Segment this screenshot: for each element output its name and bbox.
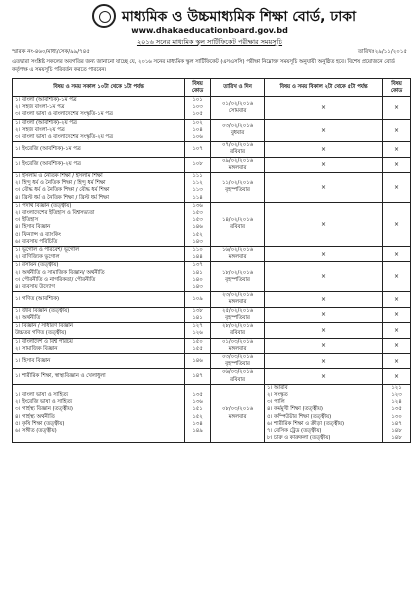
afternoon-subject-item: ৩। পালি xyxy=(267,399,285,406)
exam-date: ০৩/০৩/২০১৬ xyxy=(221,353,254,360)
subject-cell xyxy=(13,338,185,353)
subject-item: ২। বাংলাদেশের ইতিহাস ও বিশ্বসভ্যতা xyxy=(15,210,95,217)
afternoon-code-cell: × xyxy=(383,97,411,120)
code-item: ১৫০ xyxy=(192,338,203,345)
afternoon-cell: × xyxy=(265,353,383,368)
afternoon-subject-item: ২। সংস্কৃত xyxy=(267,391,288,398)
exam-date: ১৮/০২/২০১৬ xyxy=(221,269,254,276)
header-code: বিষয় কোড xyxy=(185,79,211,97)
subject-cell xyxy=(13,157,185,172)
date-cell xyxy=(211,307,265,322)
subject-item: ৫। ফিন্যান্স ও ব্যাংকিং xyxy=(15,231,61,238)
code-cell xyxy=(185,202,211,246)
header-date: তারিখ ও দিন xyxy=(211,79,265,97)
afternoon-code-item: ১২১ xyxy=(391,384,402,391)
subject-item: ১। শারীরিক শিক্ষা, স্বাস্থ্যবিজ্ঞান ও খেলাধুলা xyxy=(15,372,106,379)
afternoon-cell: × xyxy=(265,323,383,338)
exam-date: ০৯/০২/২০১৬ xyxy=(221,157,254,164)
code-item: ১৪৬ xyxy=(192,224,203,231)
code-item: ১৩৫ xyxy=(192,391,203,398)
board-logo-icon xyxy=(92,4,116,28)
afternoon-code-item: ১৩৫ xyxy=(391,406,402,413)
subject-cell xyxy=(13,119,185,142)
subject-item: ১। বিজ্ঞান / সাধারণ বিজ্ঞান xyxy=(15,323,73,330)
table-row xyxy=(13,292,411,307)
code-item: ১১১ xyxy=(192,173,203,180)
afternoon-cell: × xyxy=(265,157,383,172)
afternoon-code-item: ১২৩ xyxy=(391,391,402,398)
code-cell xyxy=(185,157,211,172)
afternoon-code-item: ১৩০ xyxy=(391,413,402,420)
subject-item: ৩। বাংলা ভাষা ও বাংলাদেশের সংস্কৃতি-১ম পত্র xyxy=(15,111,113,118)
code-item: ১২৬ xyxy=(192,330,203,337)
table-row xyxy=(13,157,411,172)
subject-item: ১। বাংলা (আবশ্যিক)-২য় পত্র xyxy=(15,119,77,126)
subject-item: ৩। পৌরনীতি ও নাগরিকতা/ পৌরনীতি xyxy=(15,276,96,283)
code-item: ১৩৮ xyxy=(192,307,203,314)
afternoon-code-cell: × xyxy=(383,338,411,353)
date-cell xyxy=(211,369,265,384)
subject-item: ১। হিসাব বিজ্ঞান xyxy=(15,357,51,364)
exam-day: বুধবার xyxy=(230,130,245,137)
exam-schedule-table xyxy=(12,78,411,443)
subject-item: উচ্চতর গণিত (তত্ত্বীয়) xyxy=(15,330,67,337)
afternoon-code-item: ১৪৮ xyxy=(391,427,402,434)
exam-day: মঙ্গলবার xyxy=(228,413,247,420)
code-item: ১৩৬ xyxy=(192,399,203,406)
code-item: ১৪১ xyxy=(192,314,203,321)
afternoon-cell: × xyxy=(265,369,383,384)
afternoon-cell: × xyxy=(265,247,383,262)
afternoon-cell: × xyxy=(265,338,383,353)
date-cell xyxy=(211,247,265,262)
code-item: ১০৬ xyxy=(192,134,203,141)
code-cell xyxy=(185,292,211,307)
afternoon-subject-item: ৬। শারীরিক শিক্ষা ও ক্রীড়া (তত্ত্বীয়) xyxy=(267,420,345,427)
afternoon-code-cell: × xyxy=(383,292,411,307)
code-cell xyxy=(185,323,211,338)
table-row xyxy=(13,307,411,322)
subject-item: ১। বাংলা ভাষা ও সাহিত্য xyxy=(15,391,68,398)
afternoon-cell: × xyxy=(265,173,383,203)
schedule-body xyxy=(13,97,411,443)
code-cell xyxy=(185,142,211,157)
subject-cell xyxy=(13,384,185,443)
subject-item: ৪। ব্যবসায় উদ্যোগ xyxy=(15,284,55,291)
subject-cell xyxy=(13,323,185,338)
afternoon-cell xyxy=(265,384,383,443)
subject-cell xyxy=(13,97,185,120)
subject-item: ১। ইংরেজি (আবশ্যিক)-২য় পত্র xyxy=(15,161,81,168)
code-item: ১৫৩ xyxy=(192,217,203,224)
table-row-last xyxy=(13,384,411,443)
table-row xyxy=(13,119,411,142)
afternoon-code-cell: × xyxy=(383,353,411,368)
code-cell xyxy=(185,97,211,120)
table-row xyxy=(13,97,411,120)
code-item: ১৪০ xyxy=(192,276,203,283)
afternoon-code-cell: × xyxy=(383,142,411,157)
exam-day: বৃহস্পতিবার xyxy=(225,187,250,194)
table-row xyxy=(13,262,411,292)
code-cell xyxy=(185,173,211,203)
afternoon-cell: × xyxy=(265,142,383,157)
code-item: ১৫৫ xyxy=(192,345,203,352)
date-cell xyxy=(211,292,265,307)
table-row xyxy=(13,173,411,203)
code-item: ১৩৪ xyxy=(192,420,203,427)
date-cell xyxy=(211,173,265,203)
afternoon-cell: × xyxy=(265,119,383,142)
header-code-2: বিষয় কোড xyxy=(383,79,411,97)
afternoon-code-cell: × xyxy=(383,173,411,203)
code-item: ১০৭ xyxy=(192,145,203,152)
exam-date: ০৮/০৩/২০১৬ xyxy=(221,406,254,413)
exam-day: বৃহস্পতিবার xyxy=(225,276,250,283)
code-item: ১০২ xyxy=(192,119,203,126)
subject-cell xyxy=(13,292,185,307)
page-subtitle: ২০১৬ সনের মাধ্যমিক স্কুল সার্টিফিকেট পরীক্ষার সময়সূচি xyxy=(136,38,283,46)
subject-item: ১। জীব বিজ্ঞান (তত্ত্বীয়) xyxy=(15,307,70,314)
code-item: ১৪৯ xyxy=(192,427,203,434)
date-cell xyxy=(211,338,265,353)
exam-date: ০৬/০৩/২০১৬ xyxy=(221,369,254,376)
exam-date: ২৫/০২/২০১৬ xyxy=(221,307,254,314)
code-cell xyxy=(185,384,211,443)
afternoon-code-item: ১২৪ xyxy=(391,399,402,406)
afternoon-subject-item: ৫। কম্পিউটার শিক্ষা (তত্ত্বীয়) xyxy=(267,413,332,420)
code-cell xyxy=(185,338,211,353)
code-item: ১১৩ xyxy=(192,187,203,194)
exam-day: বৃহস্পতিবার xyxy=(225,314,250,321)
table-row xyxy=(13,353,411,368)
afternoon-code-cell: × xyxy=(383,247,411,262)
code-cell xyxy=(185,307,211,322)
afternoon-code-cell: × xyxy=(383,262,411,292)
subject-item: ৫। কৃষি শিক্ষা (তত্ত্বীয়) xyxy=(15,420,65,427)
header-morning: বিষয় ও সময় সকাল ১০টা থেকে ১টা পর্যন্ত xyxy=(13,79,185,97)
afternoon-cell: × xyxy=(265,202,383,246)
subject-item: ১। ভূগোল ও পরিবেশ/ ভূগোল xyxy=(15,247,80,254)
code-item: ১০৯ xyxy=(192,295,203,302)
code-item: ১০৩ xyxy=(192,104,203,111)
subject-item: ২। অর্থনীতি ও সামাজিক বিজ্ঞান/ অর্থনীতি xyxy=(15,269,105,276)
afternoon-cell: × xyxy=(265,307,383,322)
date-cell xyxy=(211,323,265,338)
afternoon-code-cell: × xyxy=(383,202,411,246)
code-cell xyxy=(185,369,211,384)
subject-item: ৬। সঙ্গীত (তত্ত্বীয়) xyxy=(15,427,57,434)
code-item: ১৫২ xyxy=(192,413,203,420)
exam-date: ২৮/০২/২০১৬ xyxy=(221,323,254,330)
code-item: ১০৪ xyxy=(192,126,203,133)
code-item: ১৫২ xyxy=(192,231,203,238)
code-cell xyxy=(185,119,211,142)
afternoon-code-cell: × xyxy=(383,119,411,142)
exam-date: ১৬/০২/২০১৬ xyxy=(221,247,254,254)
subject-item: ২। ইংরেজি ভাষা ও সাহিত্য xyxy=(15,399,73,406)
subject-cell xyxy=(13,353,185,368)
exam-day: সোমবার xyxy=(228,107,247,114)
afternoon-code-item: ১৪৭ xyxy=(391,420,402,427)
memo-number: স্মারক নং-৪৬০/মাধ্য/সেক/৯৯/৭৪৫ xyxy=(12,49,90,55)
subject-item: ২। অর্থনীতি xyxy=(15,314,41,321)
header-afternoon: বিষয় ও সময় বিকাল ২টা থেকে ৫টা পর্যন্ত xyxy=(265,79,383,97)
date-cell xyxy=(211,142,265,157)
subject-item: ১। ইসলাম ও নৈতিক শিক্ষা / ইসলাম শিক্ষা xyxy=(15,173,103,180)
code-item: ১৩৭ xyxy=(192,262,203,269)
code-item: ১১৪ xyxy=(192,194,203,201)
afternoon-cell: × xyxy=(265,292,383,307)
subject-item: ১। গণিত (আবশ্যিক) xyxy=(15,295,60,302)
afternoon-code-cell: × xyxy=(383,323,411,338)
afternoon-cell: × xyxy=(265,97,383,120)
exam-day: মঙ্গলবার xyxy=(228,345,247,352)
afternoon-cell: × xyxy=(265,262,383,292)
subject-item: ৬। ব্যবসায় পরিচিতি xyxy=(15,238,58,245)
exam-date: ২৩/০২/২০১৬ xyxy=(221,292,254,299)
page-header xyxy=(0,0,419,58)
subject-item: ৩। বৌদ্ধ ধর্ম ও নৈতিক শিক্ষা / বৌদ্ধ ধর্ম শিক্ষা xyxy=(15,187,110,194)
date-cell xyxy=(211,262,265,292)
exam-date: ১১/০২/২০১৬ xyxy=(221,180,254,187)
table-row xyxy=(13,202,411,246)
subject-cell xyxy=(13,247,185,262)
exam-day: রবিবার xyxy=(230,376,245,383)
subject-cell xyxy=(13,307,185,322)
code-item: ১৩৬ xyxy=(192,202,203,209)
subject-item: ১। ইংরেজি (আবশ্যিক)-১ম পত্র xyxy=(15,145,81,152)
table-row xyxy=(13,247,411,262)
subject-item: ২। হিন্দু ধর্ম ও নৈতিক শিক্ষা / হিন্দু ধর্ম শিক্ষা xyxy=(15,180,106,187)
date-cell xyxy=(211,97,265,120)
date-cell xyxy=(211,202,265,246)
subject-item: ১। বাংলা (আবশ্যিক)-১ম পত্র xyxy=(15,97,77,103)
subject-item: ৪। হিসাব বিজ্ঞান xyxy=(15,224,51,231)
afternoon-subject-item: ১। আরবি xyxy=(267,384,288,391)
subject-item: ২। বাণিজ্যিক ভূগোল xyxy=(15,254,60,261)
exam-date: ১৪/০২/২০১৬ xyxy=(221,217,254,224)
afternoon-subject-item: ৪। কর্মমুখী শিক্ষা (তত্ত্বীয়) xyxy=(267,406,323,413)
subject-item: ১। পদার্থ বিজ্ঞান (তত্ত্বীয়) xyxy=(15,202,72,209)
exam-day: রবিবার xyxy=(230,149,245,156)
subject-cell xyxy=(13,202,185,246)
subject-item: ৪। গার্হস্থ্য অর্থনীতি xyxy=(15,413,55,420)
subject-item: ২। সহজ বাংলা-২য় পত্র xyxy=(15,126,65,133)
date-cell xyxy=(211,119,265,142)
subject-item: ৩। গার্হস্থ্য বিজ্ঞান (তত্ত্বীয়) xyxy=(15,406,73,413)
subject-item: ৩। ইতিহাস xyxy=(15,217,39,224)
subject-item: ২। সহজ বাংলা-১ম পত্র xyxy=(15,104,65,111)
code-item: ১৫১ xyxy=(192,406,203,413)
afternoon-subject-item: ৭। বেসিক ট্রেড (তত্ত্বীয়) xyxy=(267,427,322,434)
exam-date: ০৩/০২/২০১৬ xyxy=(221,123,254,130)
code-cell xyxy=(185,262,211,292)
code-item: ১৪৩ xyxy=(192,238,203,245)
subject-cell xyxy=(13,369,185,384)
code-item: ১০৫ xyxy=(192,111,203,118)
notice-text: এতদ্বারা সংশ্লিষ্ট সকলের অবগতির জন্য জানানো যাচ্ছে যে, ২০১৬ সনের মাধ্যমিক স্কুল সার্টিফিকেট (এসএসসি) পরীক্ষা নিম্নোক্ত সময়সূচি অনুযায়ী অনুষ্ঠিত হবে। বিশেষ প্রয়োজনে বোর্ড কর্তৃপক্ষ এ সময়সূচি পরিবর্তন করতে পারবেন। xyxy=(12,59,395,73)
exam-date: ০১/০৩/২০১৬ xyxy=(221,338,254,345)
table-row xyxy=(13,142,411,157)
code-item: ১১২ xyxy=(192,180,203,187)
afternoon-code-cell: × xyxy=(383,307,411,322)
exam-date: ০৭/০২/২০১৬ xyxy=(221,142,254,149)
page-title: মাধ্যমিক ও উচ্চমাধ্যমিক শিক্ষা বোর্ড, ঢাকা xyxy=(122,9,357,25)
code-cell xyxy=(185,353,211,368)
code-item: ১৪৭ xyxy=(192,372,203,379)
code-item: ১২৭ xyxy=(192,323,203,330)
code-item: ১৪১ xyxy=(192,269,203,276)
subject-item: ১। বাংলাদেশ ও বিশ্ব পরিচয় xyxy=(15,338,73,345)
exam-day: রবিবার xyxy=(230,224,245,231)
table-header-row xyxy=(13,79,411,97)
exam-day: মঙ্গলবার xyxy=(228,299,247,306)
table-row xyxy=(13,323,411,338)
date-cell xyxy=(211,157,265,172)
subject-cell xyxy=(13,262,185,292)
table-row xyxy=(13,338,411,353)
exam-day: মঙ্গলবার xyxy=(228,164,247,171)
afternoon-code-cell: × xyxy=(383,369,411,384)
afternoon-code-item: ১৪৮ xyxy=(391,435,402,442)
subject-item: ৪। খ্রিস্ট ধর্ম ও নৈতিক শিক্ষা / খ্রিস্ট ধর্ম শিক্ষা xyxy=(15,194,109,201)
date-cell xyxy=(211,384,265,443)
subject-item: ৩। বাংলা ভাষা ও বাংলাদেশের সংস্কৃতি-২য় পত্র xyxy=(15,134,113,141)
code-item: ১০১ xyxy=(192,97,203,103)
table-row xyxy=(13,369,411,384)
exam-day: রবিবার xyxy=(230,330,245,337)
afternoon-subject-item: ৮। চারু ও কারুকলা (তত্ত্বীয়) xyxy=(267,435,331,442)
code-item: ১৪৪ xyxy=(192,254,203,261)
date-cell xyxy=(211,353,265,368)
exam-date: ০১/০২/২০১৬ xyxy=(221,100,254,107)
issue-date: তারিখঃ২৯/১১/২০১৫ xyxy=(357,49,407,55)
subject-cell xyxy=(13,173,185,203)
code-item: ১০৮ xyxy=(192,161,203,168)
exam-day: মঙ্গলবার xyxy=(228,254,247,261)
afternoon-code-cell: × xyxy=(383,157,411,172)
code-item: ১৫৩ xyxy=(192,210,203,217)
subject-item: ১। রসায়ন (তত্ত্বীয়) xyxy=(15,262,59,269)
code-item: ১৪৩ xyxy=(192,284,203,291)
code-item: ১১০ xyxy=(192,247,203,254)
website-link[interactable]: www.dhakaeducationboard.gov.bd xyxy=(131,26,288,35)
code-item: ১৪৬ xyxy=(192,357,203,364)
code-cell xyxy=(185,247,211,262)
exam-day: বৃহস্পতিবার xyxy=(225,361,250,368)
afternoon-code-cell xyxy=(383,384,411,443)
subject-cell xyxy=(13,142,185,157)
subject-item: ২। সামাজিক বিজ্ঞান xyxy=(15,345,58,352)
